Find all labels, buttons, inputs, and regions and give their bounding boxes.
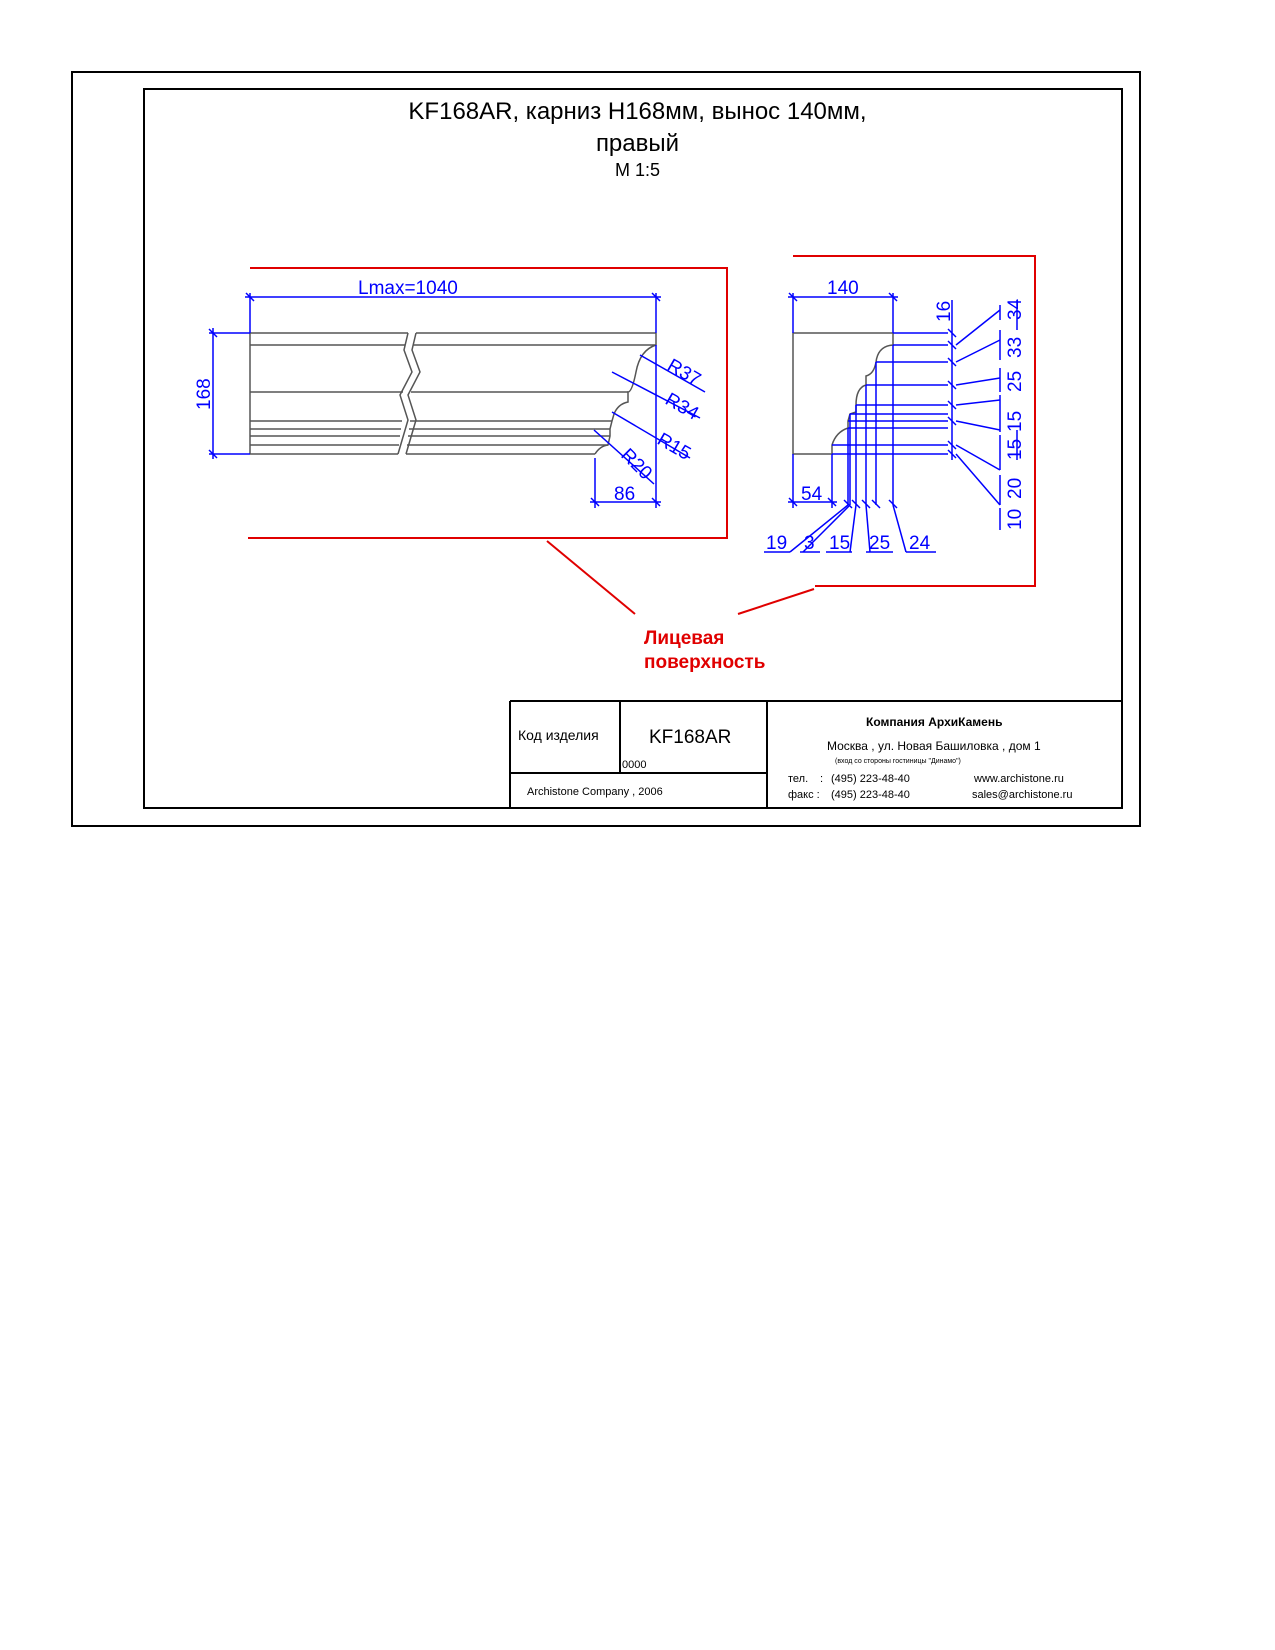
vdim-16: 16 — [934, 300, 955, 322]
hdim-3: 3 — [804, 533, 815, 554]
section-view — [764, 256, 1035, 586]
company-name: Компания АрхиКамень — [866, 715, 1003, 729]
section-dimension-lines — [764, 293, 1017, 552]
company-address: Москва , ул. Новая Башиловка , дом 1 — [827, 739, 1041, 753]
vdim-20: 20 — [1005, 477, 1026, 499]
front-face-bracket — [248, 268, 727, 538]
hdim-19: 19 — [766, 533, 788, 554]
radius-r34: R34 — [661, 389, 703, 425]
hdim-15: 15 — [829, 533, 851, 554]
phone-number: (495) 223-48-40 — [831, 773, 910, 785]
email: sales@archistone.ru — [972, 789, 1073, 801]
hdim-24: 24 — [909, 533, 931, 554]
face-surface-label — [644, 627, 765, 675]
fax-label: факс : — [788, 789, 820, 801]
bottom-offset-dimension: 86 — [614, 484, 636, 505]
fax-number: (495) 223-48-40 — [831, 789, 910, 801]
vdim-15-a: 15 — [1005, 410, 1026, 432]
radius-r15: R15 — [653, 429, 695, 465]
face-surface-label-line1: Лицевая — [644, 628, 725, 649]
vdim-15-b: 15 — [1005, 438, 1026, 460]
face-surface-label-line2: поверхность — [644, 652, 766, 673]
vdim-25: 25 — [1005, 370, 1026, 392]
hdim-25: 25 — [869, 533, 891, 554]
section-width-dimension: 140 — [827, 278, 859, 299]
vdim-33: 33 — [1005, 336, 1026, 358]
code-value: KF168AR — [649, 727, 732, 748]
vdim-34: 34 — [1005, 298, 1026, 320]
code-label: Код изделия — [518, 727, 599, 743]
drawing-title-line1: KF168AR, карниз H168мм, вынос 140мм, — [408, 98, 867, 125]
company-address-note: (вход со стороны гостиницы "Динамо") — [835, 758, 961, 765]
front-view — [194, 268, 727, 538]
drawing-scale: М 1:5 — [614, 160, 661, 180]
drawing-title-line2: правый — [595, 130, 680, 157]
section-profile — [793, 333, 893, 454]
height-dimension: 168 — [194, 378, 215, 410]
section-bottom-width-dimension: 54 — [801, 484, 823, 505]
front-profile — [250, 333, 656, 454]
phone-colon: : — [820, 773, 824, 785]
length-dimension: Lmax=1040 — [358, 278, 458, 299]
phone-label: тел. — [788, 773, 809, 785]
vdim-10: 10 — [1005, 508, 1026, 530]
radius-r37: R37 — [663, 355, 705, 391]
website: www.archistone.ru — [974, 773, 1064, 785]
front-dimension-lines — [209, 293, 705, 508]
code-sub: 0000 — [622, 759, 647, 771]
copyright: Archistone Company , 2006 — [527, 786, 663, 798]
radius-r20: R20 — [616, 444, 656, 485]
